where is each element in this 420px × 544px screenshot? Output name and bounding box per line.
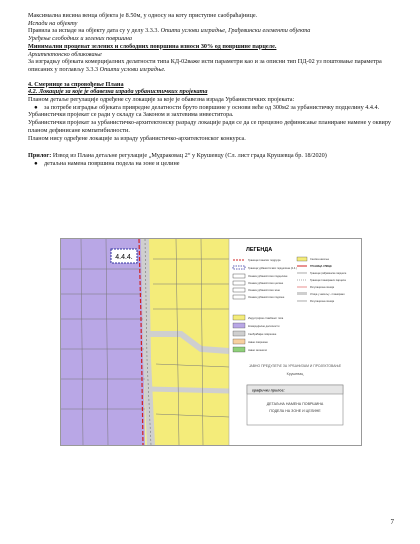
subheading-protrusions: Испади на објекту: [28, 19, 78, 27]
bullet-icon: ●: [34, 103, 38, 111]
legend-item: Саобраћајне површине: [248, 333, 277, 336]
legend-item: Индустријске стамбеног типа: [248, 317, 284, 320]
map-purple-zone: [61, 239, 145, 445]
subsection-heading: 4.2. Локације за које је обавезна израда урбанистичких пројеката: [28, 88, 208, 96]
legend-item: Јавне површине: [248, 341, 268, 344]
legend-item: Граница планског подручја: [248, 259, 281, 262]
document-text: [28, 12, 394, 168]
protrusions-rule: Правила за испаде на објекту дата су у делу 3.3.3. Општи услови изградње, Грађевински елементи објекта: [28, 27, 311, 35]
legend-title: ЛЕГЕНДА: [246, 247, 273, 253]
legend-item: Улица у насељу - планирано: [310, 293, 345, 296]
legend-item: Ознака урбанистичке целине: [248, 282, 284, 285]
page-number: 7: [390, 518, 394, 526]
legend-item: Регулациона линија: [310, 286, 335, 289]
legend-item: Граница планираних парцела: [310, 279, 346, 282]
green-area-minimum: Минимални проценат зелених и слободних површина износи 30% од површине парцеле.: [28, 42, 277, 50]
paragraph-locations: Планом детаље регулације одређене су локације за које је обавезна израда Урбанистичких пројеката:: [28, 96, 295, 104]
paragraph-project: Урбанистички пројекат се ради у складу са Законом и захтевима инвеститора.: [28, 111, 234, 119]
institute-city: Крушевац: [286, 372, 304, 376]
parcel-label: 4.4.4.: [115, 254, 133, 261]
institute-name: ЈАВНО ПРЕДУЗЕЋЕ ЗА УРБАНИЗАМ И ПРОЈЕКТОВАЊЕ: [248, 364, 342, 368]
legend-item: Јавно зеленило: [248, 349, 268, 352]
legend-item: ГРАНИЦА УЛИЦЕ: [310, 265, 332, 268]
title-box-line-1: ДЕТАЉНА НАМЕНА ПОВРШИНА: [266, 402, 324, 406]
legend-item: Ознака урбанистичке подцелине: [248, 275, 288, 278]
legend-item: Сеоска насеља: [310, 258, 329, 261]
architecture-rule: За изградњу објеката комерцијалних делатности типа КД-02важе исти параметри као и за описни тип ПД-02 уз поштовање параметра описаних у поглављу 3.3.3 Општи услови изградње.: [28, 58, 382, 73]
map-excerpt: [60, 238, 362, 446]
legend-item: Ознака урбанистичке зоне: [248, 289, 280, 292]
legend-item: Граница грађевинске парцеле: [310, 272, 347, 275]
legend-item: Комерцијалне делатности: [248, 325, 280, 328]
height-rule: Максимална висина венца објекта је 8.50м, у односу на коту приступне саобраћајнице.: [28, 12, 258, 19]
subheading-architecture: Архитектонско обликовање: [28, 50, 102, 58]
legend-item: Ознака урбанистичке подзоне: [248, 296, 285, 299]
title-box-label: графички прилог:: [252, 388, 285, 393]
bullet-icon: ●: [34, 159, 38, 167]
subheading-green-areas: Уређење слободних и зелених површина: [28, 35, 132, 43]
paragraph-project-2: Урбанистички пројекат за урбанистичко-архитектонску разраду локације ради се да се прецизно дефинисање планиране намене у оквиру планом дефинисане компатибилности.: [28, 119, 391, 134]
map-branch-road-2: [149, 389, 229, 391]
bullet-item: ● за потребе изградње објеката привредне делатности бруто површине у основи веће од 300м2 за урбанистичку подцелину 4.4.4.: [34, 103, 380, 111]
attachment-bullet: ● детаљна намена површина подела на зоне и целине: [34, 159, 180, 167]
attachment-caption: Прилог: Извод из Плана детаљне регулације „Мудраковац 2“ у Крушевцу (Сл. лист града Крушевца бр. 18/2020): [28, 152, 327, 160]
legend-item: Граница урбанистичких подцелина (4.4.): [248, 267, 297, 270]
section-heading: 4. Смернице за спровођење Плана: [28, 80, 124, 88]
paragraph-competition: Планом нису одређене локације за израду урбанистичко-архитектонског конкурса.: [28, 134, 246, 142]
legend-item: Регулациона линија: [310, 300, 335, 303]
title-box-line-2: ПОДЕЛА НА ЗОНЕ И ЦЕЛИНЕ: [269, 409, 321, 413]
zoning-map: [61, 239, 361, 445]
